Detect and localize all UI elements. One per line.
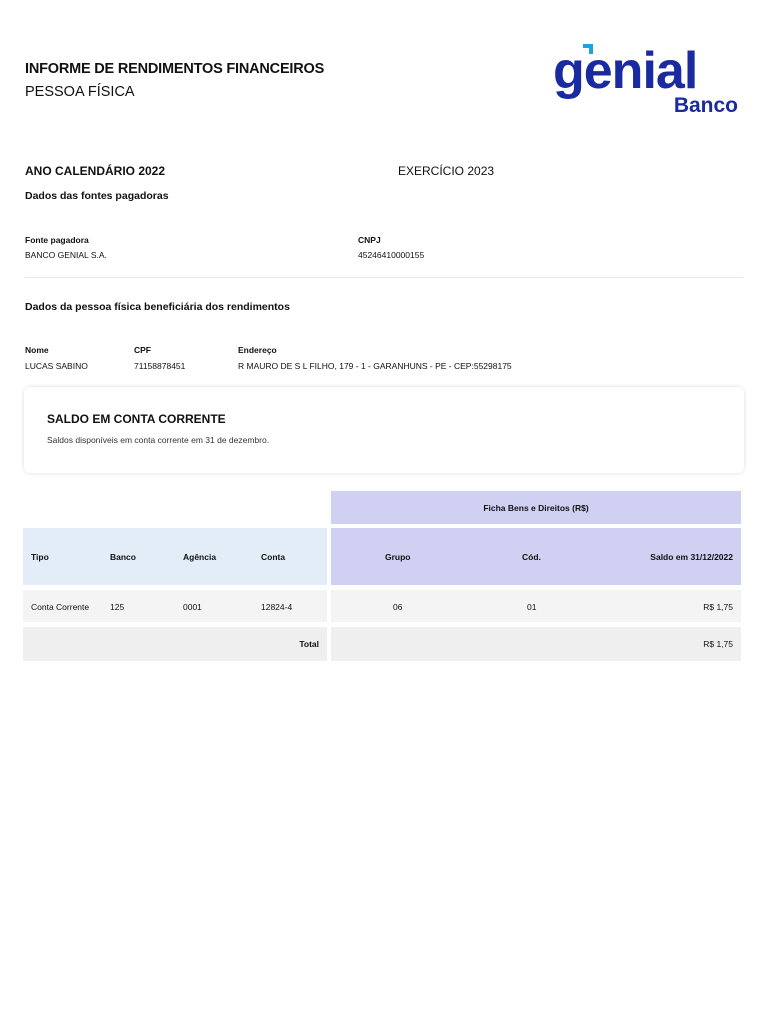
total-row-right — [331, 627, 741, 661]
ano-calendario: ANO CALENDÁRIO 2022 — [25, 164, 166, 178]
saldo-card-description: Saldos disponíveis em conta corrente em 31 de dezembro. — [47, 435, 270, 445]
cpf-label: CPF — [134, 345, 151, 355]
nome-label: Nome — [25, 345, 49, 355]
cnpj-label: CNPJ — [358, 235, 381, 245]
saldo-card — [24, 387, 744, 473]
col-banco: Banco — [110, 552, 136, 562]
section-divider — [25, 277, 743, 278]
col-agencia: Agência — [183, 552, 217, 562]
cell-banco: 125 — [110, 602, 125, 612]
ficha-bens-direitos-header: Ficha Bens e Direitos (R$) — [331, 491, 741, 524]
nome-value: LUCAS SABINO — [25, 361, 88, 371]
total-value: R$ 1,75 — [703, 639, 733, 649]
fontes-section-title: Dados das fontes pagadoras — [25, 190, 169, 202]
fonte-pagadora-value: BANCO GENIAL S.A. — [25, 250, 107, 260]
beneficiario-section-title: Dados da pessoa física beneficiária dos rendimentos — [25, 301, 290, 313]
total-row-left — [23, 627, 327, 661]
table-header-right — [331, 528, 741, 585]
col-tipo: Tipo — [31, 552, 49, 562]
fonte-pagadora-label: Fonte pagadora — [25, 235, 89, 245]
endereco-label: Endereço — [238, 345, 277, 355]
genial-banco-logo — [553, 44, 743, 116]
logo-main-text: genial — [553, 44, 698, 100]
table-row — [23, 590, 327, 622]
col-cod: Cód. — [522, 552, 541, 562]
cell-conta: 12824-4 — [261, 602, 293, 612]
report-title: INFORME DE RENDIMENTOS FINANCEIROS — [25, 61, 325, 77]
cell-grupo: 06 — [393, 602, 403, 612]
report-subtitle: PESSOA FÍSICA — [25, 84, 135, 100]
col-conta: Conta — [261, 552, 286, 562]
total-label: Total — [299, 639, 319, 649]
table-row-right — [331, 590, 741, 622]
saldo-card-title: SALDO EM CONTA CORRENTE — [47, 412, 226, 426]
cell-cod: 01 — [527, 602, 537, 612]
cell-tipo: Conta Corrente — [31, 602, 90, 612]
cell-agencia: 0001 — [183, 602, 202, 612]
logo-sub-text: Banco — [673, 94, 738, 116]
endereco-value: R MAURO DE S L FILHO, 179 - 1 - GARANHUNS - PE - CEP:55298175 — [238, 361, 512, 371]
table-header-left — [23, 528, 327, 585]
col-saldo: Saldo em 31/12/2022 — [650, 552, 733, 562]
col-grupo: Grupo — [385, 552, 411, 562]
cnpj-value: 45246410000155 — [358, 250, 425, 260]
cpf-value: 71158878451 — [134, 361, 186, 371]
cell-saldo: R$ 1,75 — [703, 602, 733, 612]
exercicio: EXERCÍCIO 2023 — [398, 164, 495, 178]
